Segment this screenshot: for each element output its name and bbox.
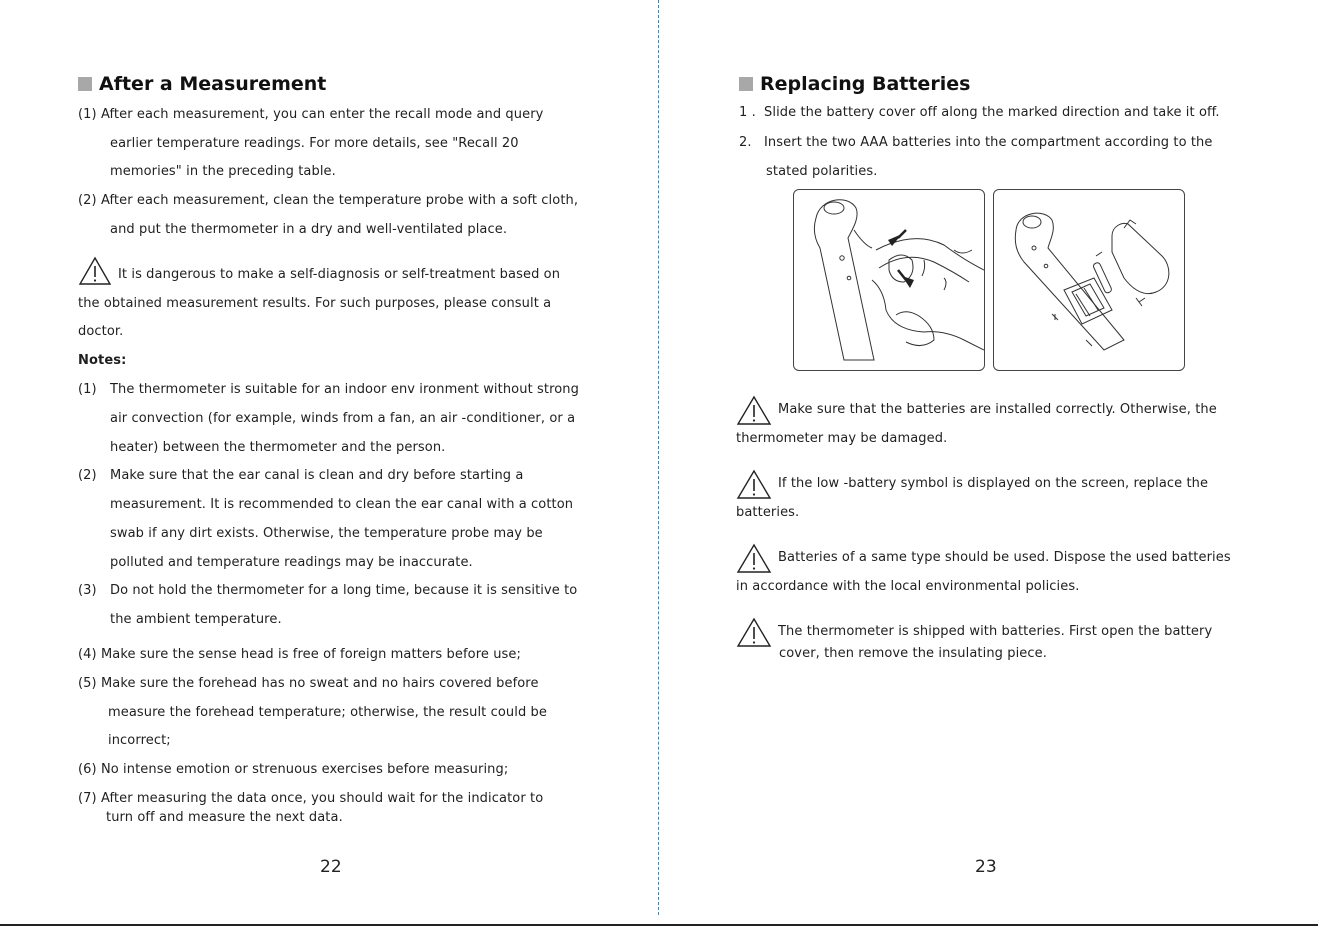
page-divider	[658, 0, 659, 915]
note-line: the ambient temperature.	[110, 612, 282, 627]
warning-text-line: the obtained measurement results. For such purposes, please consult a	[78, 296, 552, 311]
warning-triangle-icon	[736, 469, 772, 500]
right-page	[660, 0, 1318, 927]
warning-triangle-icon	[736, 617, 772, 648]
note-line: Do not hold the thermometer for a long time, because it is sensitive to	[110, 583, 578, 598]
notes-label: Notes:	[78, 353, 127, 368]
heading-square-icon	[78, 77, 92, 91]
note-line: (6) No intense emotion or strenuous exercises before measuring;	[78, 762, 509, 777]
warning-text-line: Make sure that the batteries are installed correctly. Otherwise, the	[778, 402, 1217, 417]
step-number: 1 .	[739, 105, 756, 120]
note-line: Make sure that the ear canal is clean and dry before starting a	[110, 468, 524, 483]
step-line: Slide the battery cover off along the marked direction and take it off.	[764, 105, 1220, 120]
battery-insertion-illustration	[993, 189, 1185, 371]
note-number: (1)	[78, 382, 97, 397]
page-number: 23	[975, 857, 997, 877]
paragraph-line: memories" in the preceding table.	[110, 164, 336, 179]
heading-square-icon	[739, 77, 753, 91]
note-line: heater) between the thermometer and the person.	[110, 440, 446, 455]
note-line: air convection (for example, winds from a fan, an air -conditioner, or a	[110, 411, 576, 426]
step-number: 2.	[739, 135, 752, 150]
note-number: (2)	[78, 468, 97, 483]
warning-text-line: If the low -battery symbol is displayed on the screen, replace the	[778, 476, 1209, 491]
warning-text-line: in accordance with the local environmental policies.	[736, 579, 1080, 594]
note-line: swab if any dirt exists. Otherwise, the temperature probe may be	[110, 526, 543, 541]
note-line: measurement. It is recommended to clean the ear canal with a cotton	[110, 497, 574, 512]
paragraph-line: (1) After each measurement, you can enter the recall mode and query	[78, 107, 544, 122]
note-line: measure the forehead temperature; otherwise, the result could be	[108, 705, 547, 720]
warning-triangle-icon	[736, 395, 772, 426]
section-heading-after-measurement: After a Measurement	[78, 73, 326, 95]
note-line: turn off and measure the next data.	[106, 810, 343, 825]
warning-text-line: batteries.	[736, 505, 800, 520]
note-line: incorrect;	[108, 733, 171, 748]
paragraph-line: earlier temperature readings. For more details, see "Recall 20	[110, 136, 519, 151]
warning-text-line: doctor.	[78, 324, 124, 339]
warning-text-line: thermometer may be damaged.	[736, 431, 948, 446]
note-line: polluted and temperature readings may be inaccurate.	[110, 555, 473, 570]
warning-text-line: Batteries of a same type should be used. Dispose the used batteries	[778, 550, 1231, 565]
note-line: (7) After measuring the data once, you should wait for the indicator to	[78, 791, 544, 806]
note-line: (4) Make sure the sense head is free of foreign matters before use;	[78, 647, 521, 662]
page-number: 22	[320, 857, 342, 877]
paragraph-line: (2) After each measurement, clean the temperature probe with a soft cloth,	[78, 193, 579, 208]
left-page	[0, 0, 658, 927]
warning-triangle-icon	[78, 256, 112, 286]
warning-text-line: The thermometer is shipped with batteries. First open the battery	[778, 624, 1213, 639]
note-line: The thermometer is suitable for an indoor env ironment without strong	[110, 382, 579, 397]
warning-text-line: cover, then remove the insulating piece.	[779, 646, 1047, 661]
warning-triangle-icon	[736, 543, 772, 574]
bottom-border	[0, 924, 1318, 926]
note-number: (3)	[78, 583, 97, 598]
section-heading-replacing-batteries: Replacing Batteries	[739, 73, 970, 95]
step-line: Insert the two AAA batteries into the compartment according to the	[764, 135, 1213, 150]
thermometer-cover-removal-illustration	[793, 189, 985, 371]
note-line: (5) Make sure the forehead has no sweat and no hairs covered before	[78, 676, 539, 691]
step-line: stated polarities.	[766, 164, 878, 179]
paragraph-line: and put the thermometer in a dry and well-ventilated place.	[110, 222, 508, 237]
warning-text-line: It is dangerous to make a self-diagnosis or self-treatment based on	[118, 267, 561, 282]
